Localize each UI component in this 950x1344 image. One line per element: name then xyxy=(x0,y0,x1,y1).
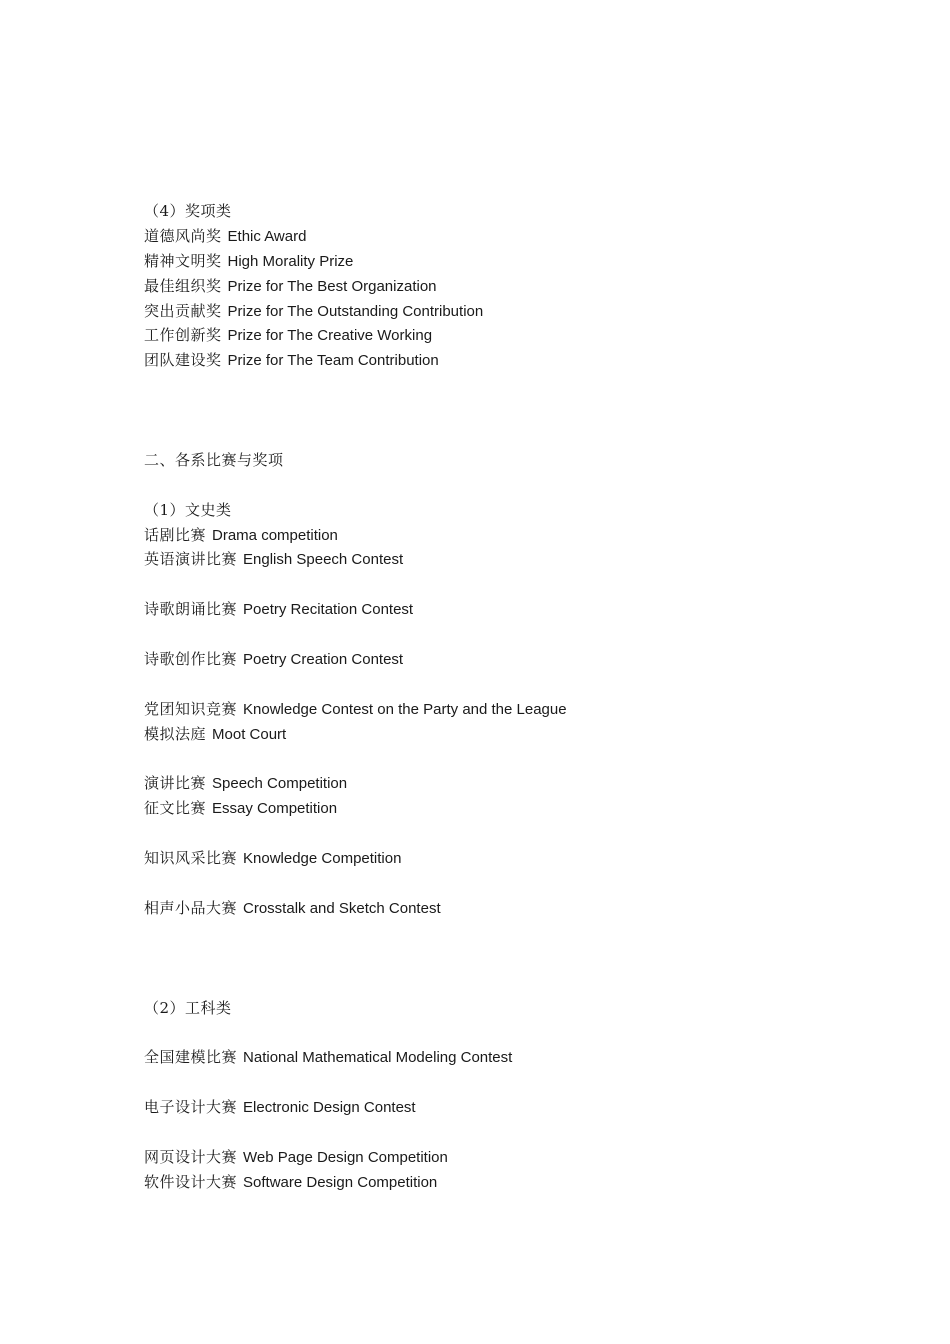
spacer xyxy=(144,473,864,498)
spacer xyxy=(144,1070,864,1095)
item-chinese: 诗歌朗诵比赛 xyxy=(144,600,238,619)
list-item xyxy=(144,323,864,348)
spacer xyxy=(144,373,864,398)
spacer xyxy=(144,423,864,448)
list-item xyxy=(144,1145,864,1170)
list-item xyxy=(144,846,864,871)
item-english: Poetry Recitation Contest xyxy=(243,601,414,619)
list-item xyxy=(144,1045,864,1070)
item-english: Ethic Award xyxy=(227,227,307,245)
document-body xyxy=(144,199,864,1195)
item-chinese: 网页设计大赛 xyxy=(144,1147,238,1166)
item-english: Knowledge Competition xyxy=(243,850,402,868)
item-english: Electronic Design Contest xyxy=(243,1099,416,1117)
item-chinese: 工作创新奖 xyxy=(144,326,222,345)
item-chinese: 党团知识竞赛 xyxy=(144,699,238,718)
list-item xyxy=(144,299,864,324)
item-english: National Mathematical Modeling Contest xyxy=(243,1049,513,1067)
spacer xyxy=(144,572,864,597)
list-item xyxy=(144,348,864,373)
item-english: Software Design Competition xyxy=(243,1173,438,1191)
spacer xyxy=(144,1120,864,1145)
section-heading-literature: （1）文史类 xyxy=(144,500,232,519)
item-chinese: 诗歌创作比赛 xyxy=(144,650,238,669)
item-english: Prize for The Best Organization xyxy=(227,277,437,295)
item-chinese: 全国建模比赛 xyxy=(144,1048,238,1067)
list-item xyxy=(144,274,864,299)
item-english: Drama competition xyxy=(212,526,338,544)
spacer xyxy=(144,871,864,896)
spacer xyxy=(144,971,864,996)
list-item xyxy=(144,722,864,747)
section-heading-engineering: （2）工科类 xyxy=(144,998,232,1017)
list-item xyxy=(144,1170,864,1195)
list-item xyxy=(144,647,864,672)
item-english: English Speech Contest xyxy=(243,551,404,569)
item-chinese: 知识风采比赛 xyxy=(144,849,238,868)
list-item xyxy=(144,896,864,921)
item-english: Prize for The Outstanding Contribution xyxy=(227,302,484,320)
item-english: Poetry Creation Contest xyxy=(243,651,404,669)
list-item xyxy=(144,523,864,548)
item-english: Essay Competition xyxy=(212,800,338,818)
item-english: Prize for The Team Contribution xyxy=(227,352,439,370)
spacer xyxy=(144,747,864,772)
spacer xyxy=(144,921,864,946)
list-item xyxy=(144,697,864,722)
item-chinese: 最佳组织奖 xyxy=(144,276,222,295)
spacer xyxy=(144,398,864,423)
list-item xyxy=(144,547,864,572)
list-item xyxy=(144,597,864,622)
list-item xyxy=(144,1095,864,1120)
item-chinese: 电子设计大赛 xyxy=(144,1098,238,1117)
spacer xyxy=(144,821,864,846)
item-english: Knowledge Contest on the Party and the League xyxy=(243,700,567,718)
item-chinese: 征文比赛 xyxy=(144,799,207,818)
item-chinese: 团队建设奖 xyxy=(144,351,222,370)
section-heading-awards: （4）奖项类 xyxy=(144,202,232,220)
item-chinese: 演讲比赛 xyxy=(144,774,207,793)
item-chinese: 道德风尚奖 xyxy=(144,226,222,245)
list-item xyxy=(144,771,864,796)
item-english: Prize for The Creative Working xyxy=(227,327,433,345)
item-chinese: 模拟法庭 xyxy=(144,724,207,743)
list-item xyxy=(144,224,864,249)
spacer xyxy=(144,1020,864,1045)
spacer xyxy=(144,946,864,971)
spacer xyxy=(144,622,864,647)
item-english: Speech Competition xyxy=(212,775,348,793)
item-chinese: 精神文明奖 xyxy=(144,251,222,270)
item-chinese: 软件设计大赛 xyxy=(144,1172,238,1191)
part-heading: 二、各系比赛与奖项 xyxy=(144,450,284,469)
item-chinese: 英语演讲比赛 xyxy=(144,550,238,569)
item-english: Moot Court xyxy=(212,725,287,743)
item-chinese: 突出贡献奖 xyxy=(144,301,222,320)
item-chinese: 话剧比赛 xyxy=(144,525,207,544)
item-english: Web Page Design Competition xyxy=(243,1148,448,1166)
item-english: High Morality Prize xyxy=(227,252,354,270)
spacer xyxy=(144,672,864,697)
list-item xyxy=(144,796,864,821)
list-item xyxy=(144,249,864,274)
item-english: Crosstalk and Sketch Contest xyxy=(243,899,441,917)
item-chinese: 相声小品大赛 xyxy=(144,898,238,917)
